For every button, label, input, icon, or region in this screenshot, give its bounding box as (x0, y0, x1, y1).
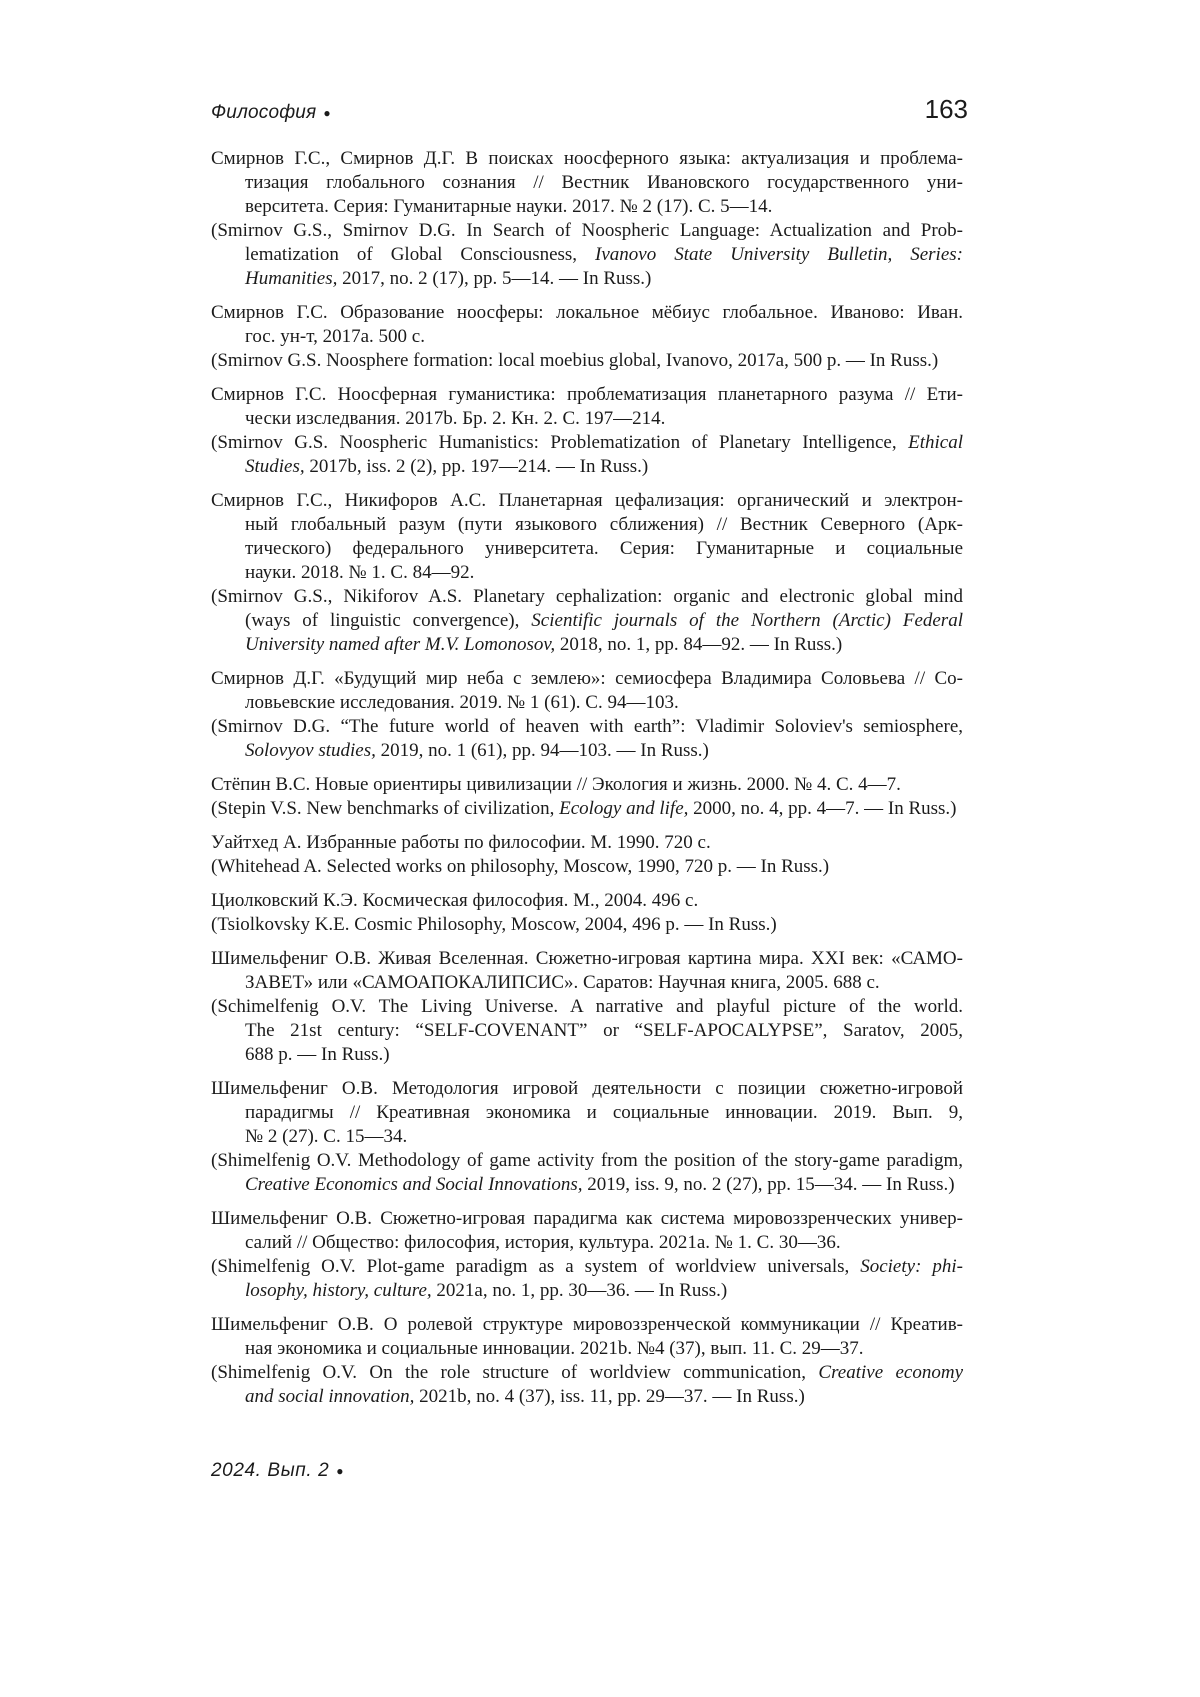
reference-line (211, 715, 963, 739)
reference-russian (211, 1207, 963, 1255)
reference-line (211, 1043, 963, 1067)
reference-text: 2021a, no. 1, pp. 30—36. — In Russ.) (431, 1280, 728, 1301)
reference-russian (211, 147, 963, 219)
reference-line (211, 1231, 963, 1255)
reference-text: (Smirnov G.S., Nikiforov A.S. Planetary cephalization: organic and electronic global mind (211, 586, 963, 607)
reference-translation (211, 219, 963, 291)
reference-line (211, 1207, 963, 1231)
reference-russian (211, 667, 963, 715)
reference-line (211, 1149, 963, 1173)
running-title (211, 102, 331, 124)
reference-line (211, 831, 963, 855)
reference-line (211, 455, 963, 479)
reference-translation (211, 1361, 963, 1409)
reference-line (211, 1255, 963, 1279)
reference-journal-title: Ivanovo State University Bulletin, Series: (595, 244, 963, 265)
reference-line (211, 195, 963, 219)
reference-line (211, 995, 963, 1019)
footer-issue-text: 2024. Вып. 2 (211, 1460, 330, 1481)
reference-entry (211, 1077, 963, 1197)
reference-text: lematization of Global Consciousness, (245, 244, 596, 265)
reference-line (211, 1019, 963, 1043)
reference-translation (211, 913, 963, 937)
reference-line (211, 1385, 963, 1409)
reference-text: Стёпин В.С. Новые ориентиры цивилизации // Экология и жизнь. 2000. № 4. С. 4—7. (211, 774, 901, 795)
reference-russian (211, 773, 963, 797)
reference-journal-title: and social innovation, (245, 1386, 415, 1407)
reference-line (211, 489, 963, 513)
reference-text: 688 p. — In Russ.) (245, 1044, 390, 1065)
reference-text: (Smirnov G.S. Noospheric Humanistics: Problematization of Planetary Intelligence, (211, 432, 909, 453)
reference-translation (211, 585, 963, 657)
reference-text: 2021b, no. 4 (37), iss. 11, pp. 29—37. — In Russ.) (414, 1386, 805, 1407)
reference-text: тизация глобального сознания // Вестник Ивановского государственного уни- (245, 172, 963, 193)
reference-translation (211, 995, 963, 1067)
reference-line (211, 1279, 963, 1303)
reference-line (211, 1173, 963, 1197)
reference-line (211, 855, 963, 879)
reference-line (211, 219, 963, 243)
reference-line (211, 585, 963, 609)
reference-text: Шимельфениг О.В. Сюжетно-игровая парадигма как система мировоззренческих универ- (211, 1208, 963, 1229)
reference-text: Смирнов Г.С. Ноосферная гуманистика: проблематизация планетарного разума // Ети- (211, 384, 963, 405)
reference-line (211, 537, 963, 561)
reference-text: ный глобальный разум (пути языкового сближения) // Вестник Северного (Арк- (245, 514, 963, 535)
reference-text: Шимельфениг О.В. Живая Вселенная. Сюжетно-игровая картина мира. XXI век: «САМО- (211, 948, 963, 969)
reference-line (211, 383, 963, 407)
reference-line (211, 773, 963, 797)
page-number: 163 (924, 94, 968, 124)
reference-line (211, 513, 963, 537)
reference-text: Шимельфениг О.В. О ролевой структуре мировоззренческой коммуникации // Креатив- (211, 1314, 963, 1335)
reference-journal-title: University named after M.V. Lomonosov, (245, 634, 556, 655)
reference-line (211, 1077, 963, 1101)
reference-journal-title: Solovyov studies, (245, 740, 376, 761)
reference-journal-title: Ethical (908, 432, 963, 453)
footer-bullet-icon: ● (336, 1464, 345, 1478)
page-header (211, 94, 968, 125)
reference-text: (Shimelfenig O.V. On the role structure of worldview communication, (211, 1362, 819, 1383)
section-bullet-icon: ● (323, 106, 331, 120)
reference-line (211, 889, 963, 913)
reference-entry (211, 301, 963, 373)
reference-journal-title: Creative Economics and Social Innovations, (245, 1174, 583, 1195)
reference-line (211, 171, 963, 195)
reference-russian (211, 831, 963, 855)
reference-line (211, 1361, 963, 1385)
reference-line (211, 667, 963, 691)
reference-line (211, 797, 963, 821)
reference-line (211, 1337, 963, 1361)
reference-entry (211, 383, 963, 479)
reference-journal-title: losophy, history, culture, (245, 1280, 432, 1301)
reference-russian (211, 889, 963, 913)
reference-line (211, 609, 963, 633)
reference-text: салий // Общество: философия, история, культура. 2021a. № 1. С. 30—36. (245, 1232, 841, 1253)
reference-line (211, 633, 963, 657)
reference-text: (Smirnov G.S. Noosphere formation: local moebius global, Ivanovo, 2017a, 500 p. — In Russ.) (211, 350, 939, 371)
reference-line (211, 1101, 963, 1125)
reference-entry (211, 773, 963, 821)
reference-text: № 2 (27). С. 15—34. (245, 1126, 408, 1147)
reference-line (211, 691, 963, 715)
reference-text: (Smirnov G.S., Smirnov D.G. In Search of Noospheric Language: Actualization and Prob- (211, 220, 963, 241)
reference-line (211, 267, 963, 291)
reference-russian (211, 1313, 963, 1361)
reference-text: Смирнов Д.Г. «Будущий мир неба с землею»: семиосфера Владимира Соловьева // Со- (211, 668, 963, 689)
reference-line (211, 1125, 963, 1149)
reference-line (211, 971, 963, 995)
page-footer (211, 1460, 344, 1482)
reference-text: (Smirnov D.G. “The future world of heaven with earth”: Vladimir Soloviev's semiosphere, (211, 716, 963, 737)
reference-text: 2018, no. 1, pp. 84—92. — In Russ.) (555, 634, 843, 655)
running-title-text: Философия (211, 102, 317, 123)
references-list (211, 147, 963, 1409)
reference-text: Смирнов Г.С., Смирнов Д.Г. В поисках ноосферного языка: актуализация и проблема- (211, 148, 963, 169)
reference-journal-title: Studies, (245, 456, 305, 477)
reference-journal-title: Creative economy (818, 1362, 964, 1383)
reference-line (211, 407, 963, 431)
reference-text: The 21st century: “SELF-COVENANT” or “SELF-APOCALYPSE”, Saratov, 2005, (245, 1020, 963, 1041)
reference-text: чески изследвания. 2017b. Бр. 2. Кн. 2. С. 197—214. (245, 408, 666, 429)
reference-text: ЗАВЕТ» или «САМОАПОКАЛИПСИС». Саратов: Научная книга, 2005. 688 с. (245, 972, 880, 993)
reference-translation (211, 797, 963, 821)
reference-journal-title: Scientific journals of the Northern (Arctic) Federal (531, 610, 963, 631)
reference-entry (211, 1313, 963, 1409)
reference-entry (211, 889, 963, 937)
reference-text: (Shimelfenig O.V. Methodology of game activity from the position of the story-game paradigm, (211, 1150, 963, 1171)
reference-text: 2019, no. 1 (61), pp. 94—103. — In Russ.) (375, 740, 709, 761)
reference-line (211, 301, 963, 325)
reference-russian (211, 301, 963, 349)
reference-russian (211, 383, 963, 431)
reference-entry (211, 1207, 963, 1303)
reference-text: 2017, no. 2 (17), pp. 5—14. — In Russ.) (337, 268, 652, 289)
reference-translation (211, 715, 963, 763)
reference-text: (Shimelfenig O.V. Plot-game paradigm as a system of worldview universals, (211, 1256, 861, 1277)
reference-text: Шимельфениг О.В. Методология игровой деятельности с позиции сюжетно-игровой (211, 1078, 963, 1099)
reference-text: (ways of linguistic convergence), (245, 610, 532, 631)
reference-line (211, 739, 963, 763)
reference-line (211, 561, 963, 585)
reference-entry (211, 831, 963, 879)
reference-entry (211, 147, 963, 291)
reference-text: Смирнов Г.С., Никифоров А.С. Планетарная цефализация: органический и электрон- (211, 490, 963, 511)
reference-text: верситета. Серия: Гуманитарные науки. 2017. № 2 (17). С. 5—14. (245, 196, 773, 217)
reference-text: парадигмы // Креативная экономика и социальные инновации. 2019. Вып. 9, (245, 1102, 963, 1123)
reference-entry (211, 947, 963, 1067)
reference-entry (211, 667, 963, 763)
reference-journal-title: Ecology and life, (559, 798, 689, 819)
reference-line (211, 913, 963, 937)
reference-journal-title: Humanities, (245, 268, 338, 289)
reference-text: (Tsiolkovsky K.E. Cosmic Philosophy, Moscow, 2004, 496 p. — In Russ.) (211, 914, 777, 935)
reference-text: ная экономика и социальные инновации. 2021b. №4 (37), вып. 11. С. 29—37. (245, 1338, 864, 1359)
reference-text: науки. 2018. № 1. С. 84—92. (245, 562, 475, 583)
reference-text: 2000, no. 4, pp. 4—7. — In Russ.) (688, 798, 957, 819)
reference-entry (211, 489, 963, 657)
reference-text: (Stepin V.S. New benchmarks of civilization, (211, 798, 560, 819)
reference-text: Циолковский К.Э. Космическая философия. М., 2004. 496 с. (211, 890, 699, 911)
reference-text: гос. ун-т, 2017a. 500 с. (245, 326, 425, 347)
reference-translation (211, 1149, 963, 1197)
reference-line (211, 243, 963, 267)
reference-russian (211, 1077, 963, 1149)
reference-line (211, 349, 963, 373)
reference-line (211, 147, 963, 171)
reference-line (211, 947, 963, 971)
reference-text: (Schimelfenig O.V. The Living Universe. A narrative and playful picture of the world. (211, 996, 963, 1017)
reference-text: 2017b, iss. 2 (2), pp. 197—214. — In Russ.) (304, 456, 649, 477)
reference-text: Уайтхед А. Избранные работы по философии. М. 1990. 720 с. (211, 832, 711, 853)
reference-text: 2019, iss. 9, no. 2 (27), pp. 15—34. — In Russ.) (582, 1174, 955, 1195)
reference-translation (211, 855, 963, 879)
reference-text: тического) федерального университета. Серия: Гуманитарные и социальные (245, 538, 963, 559)
reference-line (211, 325, 963, 349)
reference-text: (Whitehead A. Selected works on philosophy, Moscow, 1990, 720 p. — In Russ.) (211, 856, 830, 877)
reference-journal-title: Society: phi- (860, 1256, 963, 1277)
reference-translation (211, 1255, 963, 1303)
reference-russian (211, 947, 963, 995)
reference-russian (211, 489, 963, 585)
reference-translation (211, 349, 963, 373)
reference-translation (211, 431, 963, 479)
reference-line (211, 431, 963, 455)
reference-text: Смирнов Г.С. Образование ноосферы: локальное мёбиус глобальное. Иваново: Иван. (211, 302, 963, 323)
reference-text: ловьевские исследования. 2019. № 1 (61). С. 94—103. (245, 692, 679, 713)
reference-line (211, 1313, 963, 1337)
